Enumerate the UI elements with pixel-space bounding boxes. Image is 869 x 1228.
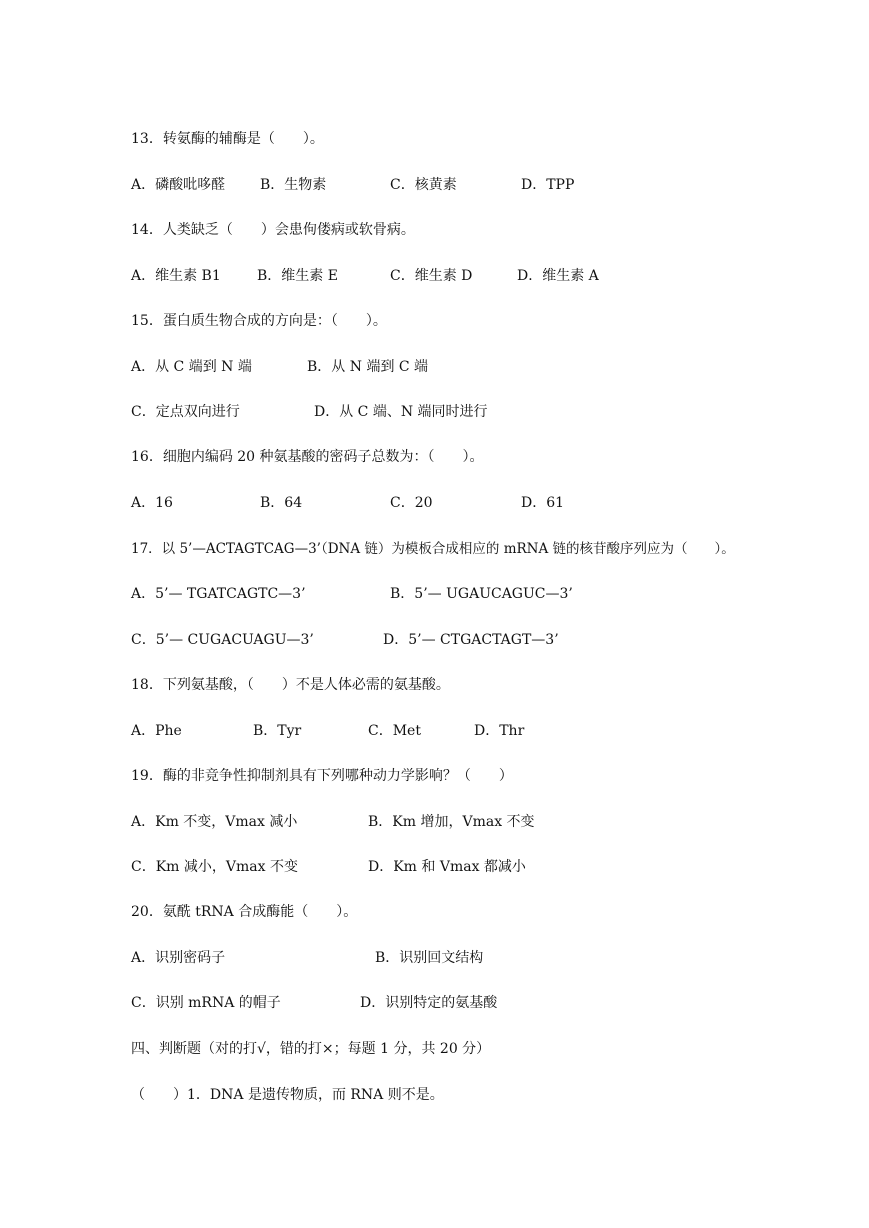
question-17-option-c: C．5’— CUGACUAGU—3’ <box>131 632 314 648</box>
question-13-option-b: B．生物素 <box>260 177 327 193</box>
question-13-option-d: D．TPP <box>521 177 575 193</box>
question-14-option-b: B．维生素 E <box>257 268 338 284</box>
question-13-option-c: C．核黄素 <box>390 177 457 193</box>
question-16-option-a: A．16 <box>131 495 173 511</box>
question-15-option-d: D．从 C 端、N 端同时进行 <box>314 404 488 420</box>
question-13-option-a: A．磷酸吡哆醛 <box>131 177 226 193</box>
question-18-stem: 18．下列氨基酸，（ ）不是人体必需的氨基酸。 <box>131 677 450 693</box>
question-15-option-c: C．定点双向进行 <box>131 404 240 420</box>
question-19-option-a: A．Km 不变，Vmax 减小 <box>131 814 298 830</box>
question-20-stem: 20．氨酰 tRNA 合成酶能（ ）。 <box>131 904 358 920</box>
question-13-stem: 13．转氨酶的辅酶是（ ）。 <box>131 131 324 147</box>
question-20-option-a: A．识别密码子 <box>131 950 226 966</box>
section-4-title: 四、判断题（对的打√，错的打×；每题 1 分，共 20 分） <box>131 1041 491 1057</box>
question-15-option-b: B．从 N 端到 C 端 <box>307 359 429 375</box>
true-false-item-1: （ ）1．DNA 是遗传物质，而 RNA 则不是。 <box>131 1087 444 1103</box>
question-14-option-d: D．维生素 A <box>517 268 599 284</box>
question-18-option-c: C．Met <box>368 723 421 739</box>
question-20-option-c: C．识别 mRNA 的帽子 <box>131 995 281 1011</box>
question-16-stem: 16．细胞内编码 20 种氨基酸的密码子总数为：（ ）。 <box>131 449 484 465</box>
question-15-option-a: A．从 C 端到 N 端 <box>131 359 252 375</box>
question-19-stem: 19．酶的非竞争性抑制剂具有下列哪种动力学影响？（ ） <box>131 768 513 784</box>
question-17-option-b: B．5’— UGAUCAGUC—3’ <box>390 586 573 602</box>
question-17-option-a: A．5’— TGATCAGTC—3’ <box>131 586 306 602</box>
question-18-option-d: D．Thr <box>474 723 525 739</box>
question-18-option-a: A．Phe <box>131 723 182 739</box>
question-14-option-c: C．维生素 D <box>390 268 473 284</box>
question-15-stem: 15．蛋白质生物合成的方向是：（ ）。 <box>131 313 387 329</box>
question-17-option-d: D．5’— CTGACTAGT—3’ <box>383 632 559 648</box>
question-20-option-d: D．识别特定的氨基酸 <box>360 995 498 1011</box>
question-16-option-c: C．20 <box>390 495 433 511</box>
question-20-option-b: B．识别回文结构 <box>375 950 484 966</box>
question-18-option-b: B．Tyr <box>253 723 302 739</box>
question-17-stem: 17．以 5’—ACTAGTCAG—3’（DNA 链）为模板合成相应的 mRNA 链的核苷酸序列应为（ ）。 <box>131 541 735 557</box>
question-19-option-c: C．Km 减小，Vmax 不变 <box>131 859 298 875</box>
question-14-stem: 14．人类缺乏（ ）会患佝偻病或软骨病。 <box>131 222 415 238</box>
question-19-option-b: B．Km 增加，Vmax 不变 <box>368 814 535 830</box>
question-14-option-a: A．维生素 B1 <box>131 268 221 284</box>
question-16-option-b: B．64 <box>260 495 303 511</box>
question-16-option-d: D．61 <box>521 495 565 511</box>
question-19-option-d: D．Km 和 Vmax 都减小 <box>368 859 526 875</box>
